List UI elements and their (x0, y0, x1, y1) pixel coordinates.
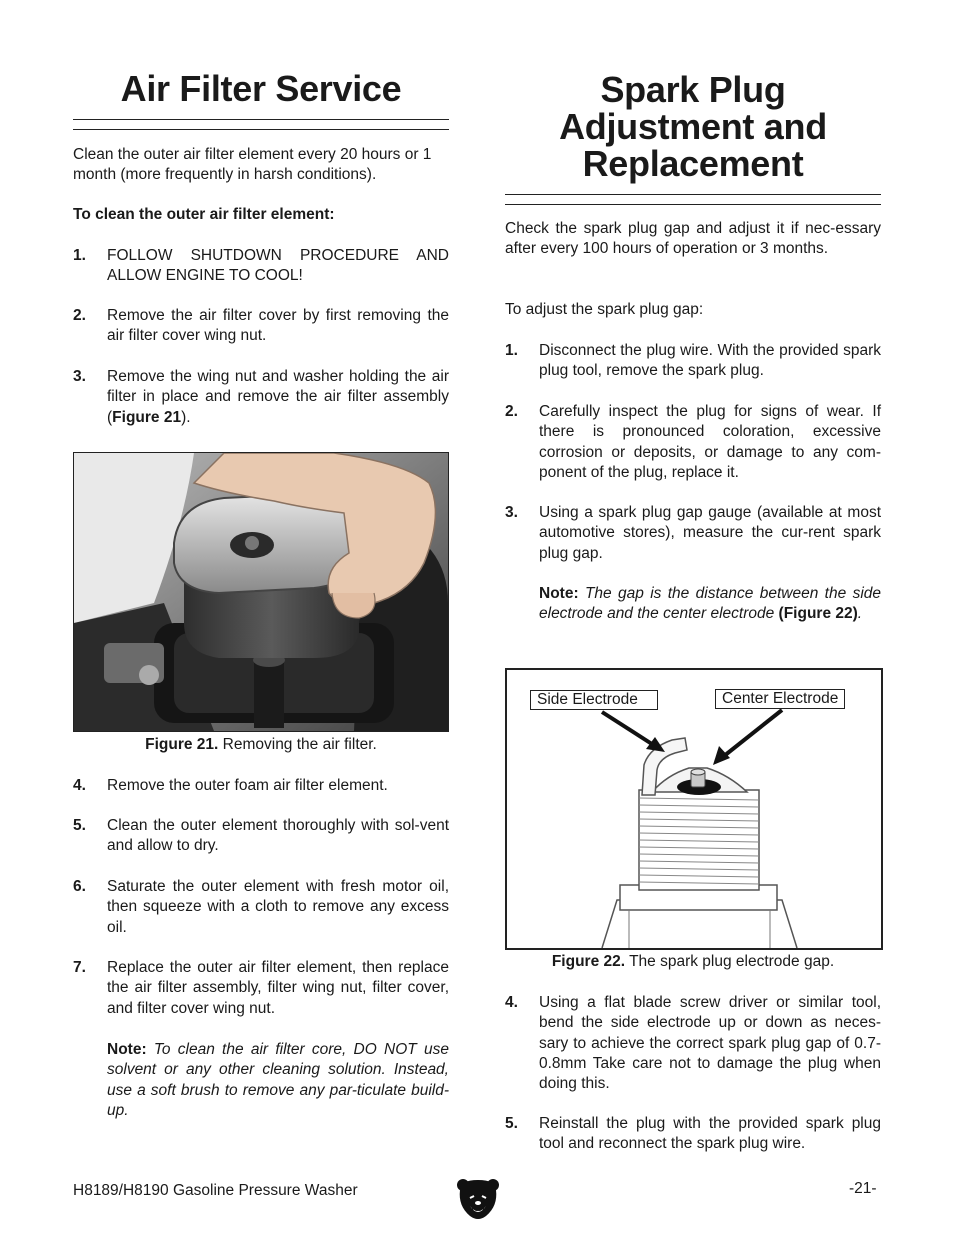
title-rule-bottom-right (505, 204, 881, 205)
side-electrode-label: Side Electrode (530, 690, 658, 710)
figure-22-ref: (Figure 22) (778, 605, 858, 623)
title-rule-top-right (505, 194, 881, 195)
air-filter-intro: Clean the outer air filter element every 20 hours or 1 month (more frequently in harsh conditions). (73, 146, 432, 184)
footer-model: H8189/H8190 Gasoline Pressure Washer (73, 1182, 358, 1199)
figure-21-label: Figure 21. (145, 736, 219, 753)
spark-plug-step-1: 1. Disconnect the plug wire. With the provided spark plug tool, remove the spark plug. (505, 342, 881, 380)
spark-plug-intro: Check the spark plug gap and adjust it if nec-essary after every 100 hours of operation or 3 months. (505, 220, 881, 258)
spark-plug-drawing (507, 670, 881, 948)
figure-21-caption: Figure 21. Removing the air filter. (145, 736, 377, 753)
spark-plug-step-5: 5. Reinstall the plug with the provided spark plug tool and reconnect the spark plug wire. (505, 1115, 881, 1153)
figure-21-ref: Figure 21 (112, 408, 182, 426)
air-filter-step-6: 6. Saturate the outer element with fresh motor oil, then squeeze with a cloth to remove any excess oil. (73, 878, 449, 936)
center-electrode-label: Center Electrode (715, 689, 845, 709)
figure-22-label: Figure 22. (551, 953, 626, 970)
bear-head-icon (456, 1176, 500, 1222)
air-filter-step-4: 4. Remove the outer foam air filter element. (73, 777, 388, 794)
figure-22-diagram (505, 668, 883, 950)
spark-plug-step-2: 2. Carefully inspect the plug for signs of wear. If there is pronounced coloration, excessive corrosion or deposits, or damage to any com-ponent of the plug, replace it. (505, 403, 881, 481)
title-rule-bottom (73, 129, 449, 130)
spark-plug-title: Spark Plug Adjustment and Replacement (559, 69, 827, 184)
air-filter-step-5: 5. Clean the outer element thoroughly with sol-vent and allow to dry. (73, 817, 449, 855)
air-filter-step-7: 7. Replace the outer air filter element, then replace the air filter assembly, filter wing nut, filter cover, and filter cover wing nut. (73, 959, 449, 1017)
spark-plug-step-3: 3. Using a spark plug gap gauge (available at most automotive stores), measure the cur-rent spark plug gap. (505, 504, 881, 562)
air-filter-note: Note: To clean the air filter core, DO NOT use solvent or any other cleaning solution. Instead, use a soft brush to remove any par-ticulate build-up. (107, 1041, 449, 1119)
figure-21-photo (73, 452, 449, 732)
footer-page-number: -21- (849, 1180, 877, 1197)
air-filter-step-2: 2. Remove the air filter cover by first removing the air filter cover wing nut. (73, 307, 449, 345)
title-rule-top (73, 119, 449, 120)
note-label: Note: (107, 1041, 147, 1058)
spark-plug-note: Note: The gap is the distance between the side electrode and the center electrode (Figure 22). (539, 585, 881, 623)
spark-plug-step-4: 4. Using a flat blade screw driver or similar tool, bend the side electrode up or down as neces-sary to achieve the correct spark plug gap of 0.7-0.8mm Take care not to damage the plug when doing this. (505, 994, 881, 1093)
air-filter-title: Air Filter Service (120, 68, 402, 109)
air-filter-subhead: To clean the outer air filter element: (73, 206, 335, 223)
figure-22-caption: Figure 22. The spark plug electrode gap. (551, 953, 835, 970)
note-label-right: Note: (539, 585, 579, 602)
air-filter-photo-illustration (74, 453, 448, 731)
air-filter-step-1: 1. FOLLOW SHUTDOWN PROCEDURE AND ALLOW ENGINE TO COOL! (73, 247, 449, 285)
spark-plug-subhead: To adjust the spark plug gap: (505, 301, 704, 318)
air-filter-step-3: 3. Remove the wing nut and washer holding the air filter in place and remove the air filter assembly (Figure 21). (73, 368, 449, 426)
